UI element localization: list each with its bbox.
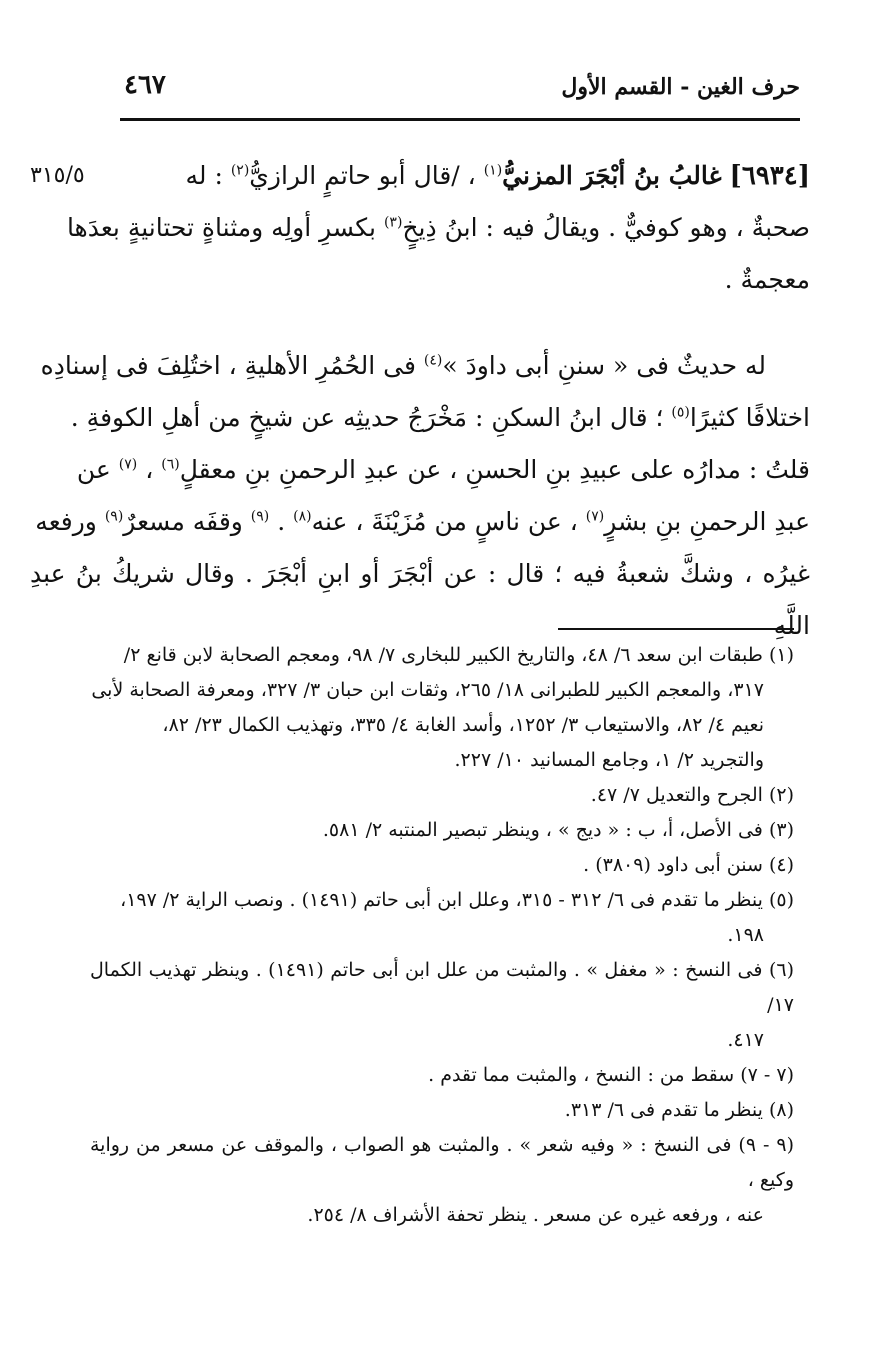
footnote-text: ينظر ما تقدم فى ٦/ ٣١٣. bbox=[564, 1099, 763, 1121]
body-text: . bbox=[269, 507, 294, 536]
running-header bbox=[118, 70, 800, 110]
body-line-4 bbox=[30, 496, 810, 548]
body-text: ورفعه bbox=[35, 507, 105, 536]
entry-text: صحبةٌ ، وهو كوفيٌّ . ويقالُ فيه : ابنُ ذِيخٍ bbox=[402, 213, 810, 242]
body-text: ، bbox=[137, 455, 162, 484]
header-rule bbox=[120, 118, 800, 121]
footnote-separator bbox=[558, 628, 794, 630]
footnote-ref-9[interactable]: (٩) bbox=[104, 508, 124, 525]
footnote-6 bbox=[90, 953, 794, 1058]
body-text: ؛ قال ابنُ السكنِ : مَخْرَجُ حديثِه عن شيخٍ من أهلِ الكوفةِ . bbox=[70, 403, 672, 432]
footnote-1 bbox=[90, 638, 794, 778]
footnote-number: (٨) bbox=[768, 1099, 794, 1121]
entry-number: [٦٩٣٤] bbox=[729, 161, 810, 191]
entry-line-2 bbox=[30, 202, 810, 254]
footnote-text: عنه ، ورفعه غيره عن مسعر . ينظر تحفة الأشراف ٨/ ٢٥٤. bbox=[307, 1204, 764, 1226]
body-text: اختلافًا كثيرًا bbox=[689, 403, 810, 432]
footnote-text: ٣١٧، والمعجم الكبير للطبرانى ١٨/ ٢٦٥، وثقات ابن حبان ٣/ ٣٢٧، ومعرفة الصحابة لأبى bbox=[91, 679, 764, 701]
footnote-8 bbox=[90, 1093, 794, 1128]
footnote-ref-8[interactable]: (٨) bbox=[293, 508, 312, 525]
footnote-7 bbox=[90, 1058, 794, 1093]
footnote-number: (٣) bbox=[768, 819, 794, 841]
footnote-ref-7[interactable]: (٧) bbox=[585, 508, 605, 525]
footnote-text: الجرح والتعديل ٧/ ٤٧. bbox=[590, 784, 763, 806]
body-paragraph bbox=[30, 340, 810, 652]
footnote-5 bbox=[90, 883, 794, 953]
footnote-text: فى الأصل، أ، ب : « ديج » ، وينظر تبصير المنتبه ٢/ ٥٨١. bbox=[322, 819, 763, 841]
footnote-number: (٢) bbox=[768, 784, 794, 806]
running-title: حرف الغين - القسم الأول bbox=[561, 74, 800, 100]
footnote-number: (٥) bbox=[768, 889, 794, 911]
entry-text: بكسرِ أولِه ومثناةٍ تحتانيةٍ بعدَها bbox=[66, 213, 384, 242]
footnote-ref-4[interactable]: (٤) bbox=[423, 352, 443, 369]
footnote-ref-1[interactable]: (١) bbox=[483, 162, 503, 179]
body-text: وقفَه مسعرٌ bbox=[123, 507, 251, 536]
entry-text: ، /قال أبو حاتمٍ الرازيُّ bbox=[249, 161, 484, 190]
body-text: فى الحُمُرِ الأهليةِ ، اختُلِفَ فى إسنادِه bbox=[40, 351, 424, 380]
footnote-9 bbox=[90, 1128, 794, 1233]
footnote-text: نعيم ٤/ ٨٢، والاستيعاب ٣/ ١٢٥٢، وأسد الغابة ٤/ ٣٣٥، وتهذيب الكمال ٢٣/ ٨٢، bbox=[162, 714, 764, 736]
footnote-4 bbox=[90, 848, 794, 883]
entry-paragraph bbox=[30, 150, 810, 306]
footnote-ref-5[interactable]: (٥) bbox=[671, 404, 690, 421]
entry-name: غالبُ بنُ أبْجَرَ المزنيُّ bbox=[502, 161, 722, 190]
margin-reference: ٣١٥/٥ bbox=[30, 163, 85, 188]
footnote-number: (٤) bbox=[768, 854, 794, 876]
footnote-number: (٩ - ٩) bbox=[738, 1134, 794, 1156]
footnote-text: ١٩٨. bbox=[727, 924, 764, 946]
body-line-1 bbox=[30, 340, 810, 392]
body-text: قلتُ : مدارُه على عبيدِ بنِ الحسنِ ، عن عبدِ الرحمنِ بنِ معقلٍ bbox=[179, 455, 810, 484]
footnote-3 bbox=[90, 813, 794, 848]
footnote-2 bbox=[90, 778, 794, 813]
footnote-ref-9[interactable]: (٩) bbox=[250, 508, 270, 525]
body-line-5: غيرُه ، وشكَّ شعبةُ فيه ؛ قال : عن أبْجَرَ أو ابنِ أبْجَرَ . وقال شريكُ بنُ عبدِ اللَّهِ bbox=[30, 559, 810, 640]
entry-line-3: معجمةٌ . bbox=[724, 265, 810, 294]
footnote-text: فى النسخ : « وفيه شعر » . والمثبت هو الصواب ، والموقف عن مسعر من رواية وكيع ، bbox=[90, 1134, 794, 1191]
footnote-text: سنن أبى داود (٣٨٠٩) . bbox=[583, 854, 763, 876]
body-line-3 bbox=[30, 444, 810, 496]
footnote-text: سقط من : النسخ ، والمثبت مما تقدم . bbox=[428, 1064, 735, 1086]
body-text: عن bbox=[76, 455, 119, 484]
body-text: ، عن ناسٍ من مُزَيْنَةَ ، عنه bbox=[311, 507, 586, 536]
footnotes bbox=[90, 638, 794, 1233]
page-number: ٤٦٧ bbox=[124, 70, 166, 100]
footnote-number: (٦) bbox=[768, 959, 794, 981]
footnote-text: ٤١٧. bbox=[727, 1029, 764, 1051]
body-text: عبدِ الرحمنِ بنِ بشرٍ bbox=[604, 507, 810, 536]
footnote-ref-2[interactable]: (٢) bbox=[230, 162, 250, 179]
entry-text: : له bbox=[185, 161, 231, 190]
entry-line-1 bbox=[30, 150, 810, 202]
footnote-number: (٧ - ٧) bbox=[740, 1064, 794, 1086]
body-text: له حديثٌ فى « سننِ أبى داودَ » bbox=[442, 351, 766, 380]
footnote-number: (١) bbox=[768, 644, 794, 666]
footnote-text: ينظر ما تقدم فى ٦/ ٣١٢ - ٣١٥، وعلل ابن أبى حاتم (١٤٩١) . ونصب الراية ٢/ ١٩٧، bbox=[120, 889, 763, 911]
body-line-2 bbox=[30, 392, 810, 444]
footnote-ref-3[interactable]: (٣) bbox=[383, 214, 403, 231]
footnote-ref-7[interactable]: (٧) bbox=[118, 456, 138, 473]
footnote-text: طبقات ابن سعد ٦/ ٤٨، والتاريخ الكبير للبخارى ٧/ ٩٨، ومعجم الصحابة لابن قانع ٢/ bbox=[123, 644, 763, 666]
footnote-ref-6[interactable]: (٦) bbox=[161, 456, 180, 473]
footnote-text: فى النسخ : « مغفل » . والمثبت من علل ابن أبى حاتم (١٤٩١) . وينظر تهذيب الكمال ١٧/ bbox=[90, 959, 794, 1016]
footnote-text: والتجريد ٢/ ١، وجامع المسانيد ١٠/ ٢٢٧. bbox=[454, 749, 764, 771]
